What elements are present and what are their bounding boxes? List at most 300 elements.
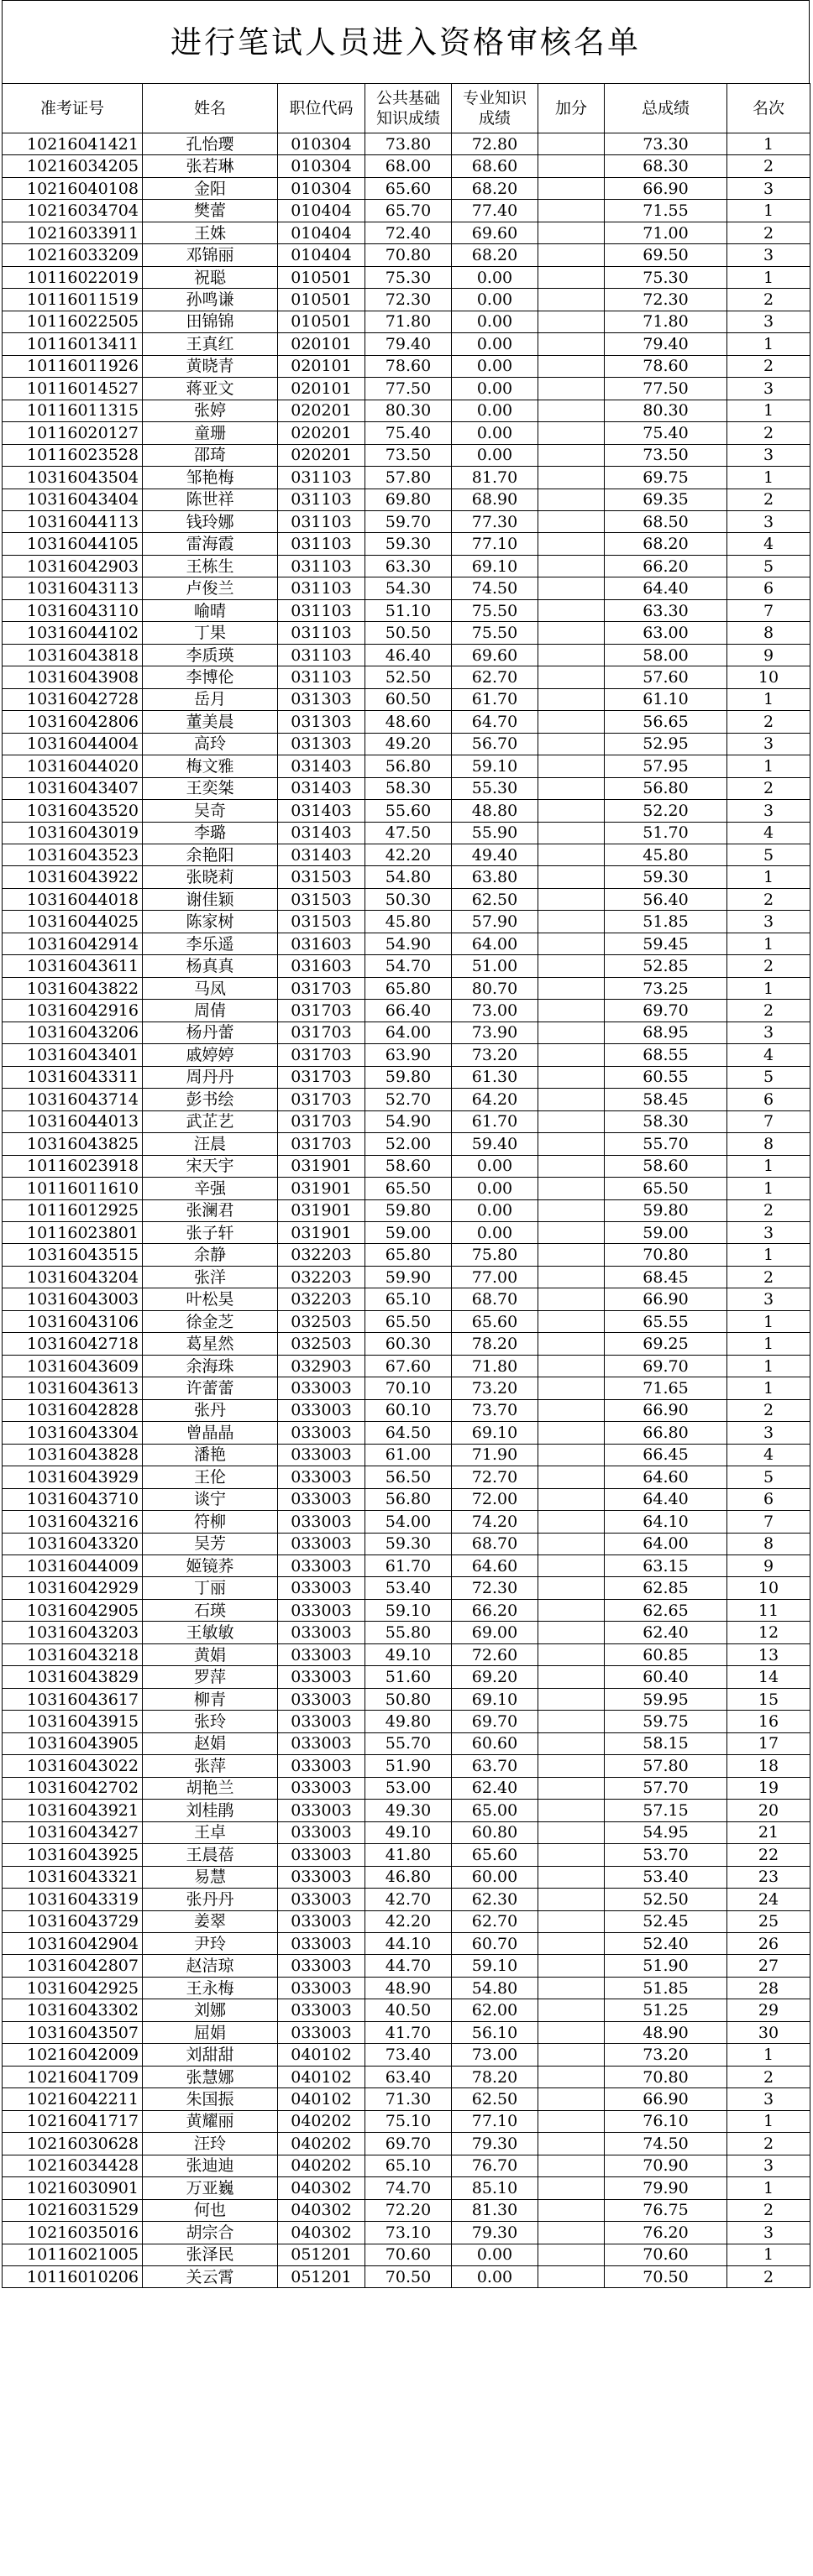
name-cell: 王姝 bbox=[143, 222, 278, 243]
total-score-cell: 71.80 bbox=[605, 311, 727, 332]
exam-id-cell: 10316043302 bbox=[3, 1999, 143, 2021]
table-row bbox=[3, 1577, 810, 1599]
public-basic-score-cell: 45.80 bbox=[365, 911, 452, 933]
total-score-cell: 68.20 bbox=[605, 533, 727, 555]
public-basic-score-cell: 55.60 bbox=[365, 800, 452, 822]
professional-score-cell: 79.30 bbox=[452, 2133, 538, 2155]
position-code-cell: 033003 bbox=[278, 1444, 365, 1466]
position-code-cell: 031603 bbox=[278, 955, 365, 977]
name-cell: 汪玲 bbox=[143, 2133, 278, 2155]
rank-cell: 2 bbox=[727, 155, 810, 177]
table-row bbox=[3, 844, 810, 866]
total-score-cell: 59.45 bbox=[605, 933, 727, 954]
bonus-cell bbox=[538, 644, 605, 666]
exam-id-cell: 10216042211 bbox=[3, 2088, 143, 2110]
position-code-cell: 031103 bbox=[278, 489, 365, 510]
position-code-cell: 031503 bbox=[278, 866, 365, 888]
professional-score-cell: 62.70 bbox=[452, 666, 538, 688]
professional-score-cell: 54.80 bbox=[452, 1977, 538, 1999]
table-row bbox=[3, 489, 810, 510]
public-basic-score-cell: 65.80 bbox=[365, 977, 452, 999]
professional-score-cell: 0.00 bbox=[452, 378, 538, 400]
exam-id-cell: 10316042929 bbox=[3, 1577, 143, 1599]
professional-score-cell: 69.00 bbox=[452, 1622, 538, 1643]
bonus-cell bbox=[538, 333, 605, 355]
position-code-cell: 031103 bbox=[278, 467, 365, 489]
public-basic-score-cell: 80.30 bbox=[365, 400, 452, 421]
name-cell: 王奕桀 bbox=[143, 777, 278, 799]
professional-score-cell: 0.00 bbox=[452, 1199, 538, 1221]
position-code-cell: 031703 bbox=[278, 1000, 365, 1022]
position-code-cell: 020201 bbox=[278, 422, 365, 444]
table-row bbox=[3, 555, 810, 577]
table-row bbox=[3, 1533, 810, 1554]
table-row bbox=[3, 155, 810, 177]
professional-score-cell: 77.40 bbox=[452, 200, 538, 222]
bonus-cell bbox=[538, 2044, 605, 2066]
exam-id-cell: 10316043203 bbox=[3, 1622, 143, 1643]
bonus-cell bbox=[538, 1000, 605, 1022]
professional-score-cell: 69.60 bbox=[452, 644, 538, 666]
public-basic-score-cell: 72.40 bbox=[365, 222, 452, 243]
professional-score-cell: 74.20 bbox=[452, 1511, 538, 1533]
total-score-cell: 45.80 bbox=[605, 844, 727, 866]
table-row bbox=[3, 2177, 810, 2199]
exam-id-cell: 10116011315 bbox=[3, 400, 143, 421]
name-cell: 赵洁琼 bbox=[143, 1955, 278, 1977]
public-basic-score-cell: 78.60 bbox=[365, 355, 452, 377]
rank-cell: 11 bbox=[727, 1599, 810, 1621]
table-row bbox=[3, 467, 810, 489]
header-label: 知识成绩 bbox=[375, 109, 440, 128]
bonus-cell bbox=[538, 1511, 605, 1533]
public-basic-score-cell: 52.70 bbox=[365, 1089, 452, 1110]
name-cell: 周丹丹 bbox=[143, 1066, 278, 1088]
table-row bbox=[3, 1910, 810, 1932]
exam-id-cell: 10216030628 bbox=[3, 2133, 143, 2155]
public-basic-score-cell: 61.70 bbox=[365, 1555, 452, 1577]
position-code-cell: 040202 bbox=[278, 2155, 365, 2176]
bonus-cell bbox=[538, 2066, 605, 2087]
name-cell: 张子轩 bbox=[143, 1221, 278, 1243]
bonus-cell bbox=[538, 1955, 605, 1977]
exam-id-cell: 10316042925 bbox=[3, 1977, 143, 1999]
public-basic-score-cell: 58.60 bbox=[365, 1155, 452, 1177]
rank-cell: 1 bbox=[727, 977, 810, 999]
professional-score-cell: 81.30 bbox=[452, 2199, 538, 2221]
name-cell: 刘甜甜 bbox=[143, 2044, 278, 2066]
professional-score-cell: 68.20 bbox=[452, 244, 538, 266]
total-score-cell: 59.80 bbox=[605, 1199, 727, 1221]
table-row bbox=[3, 866, 810, 888]
position-code-cell: 010501 bbox=[278, 311, 365, 332]
professional-score-cell: 59.10 bbox=[452, 1955, 538, 1977]
header-col-total-score bbox=[605, 84, 727, 133]
professional-score-cell: 60.70 bbox=[452, 1932, 538, 1954]
rank-cell: 2 bbox=[727, 222, 810, 243]
name-cell: 金阳 bbox=[143, 177, 278, 199]
public-basic-score-cell: 66.40 bbox=[365, 1000, 452, 1022]
exam-id-cell: 10316043427 bbox=[3, 1821, 143, 1843]
bonus-cell bbox=[538, 2088, 605, 2110]
position-code-cell: 010404 bbox=[278, 244, 365, 266]
professional-score-cell: 69.10 bbox=[452, 1688, 538, 1710]
position-code-cell: 033003 bbox=[278, 1910, 365, 1932]
total-score-cell: 73.50 bbox=[605, 444, 727, 466]
table-row bbox=[3, 1266, 810, 1288]
rank-cell: 12 bbox=[727, 1622, 810, 1643]
name-cell: 葛星然 bbox=[143, 1333, 278, 1355]
exam-id-cell: 10116023801 bbox=[3, 1221, 143, 1243]
bonus-cell bbox=[538, 1333, 605, 1355]
total-score-cell: 74.50 bbox=[605, 2133, 727, 2155]
rank-cell: 3 bbox=[727, 378, 810, 400]
table-row bbox=[3, 1000, 810, 1022]
position-code-cell: 032503 bbox=[278, 1333, 365, 1355]
public-basic-score-cell: 54.90 bbox=[365, 933, 452, 954]
bonus-cell bbox=[538, 2155, 605, 2176]
exam-id-cell: 10316042828 bbox=[3, 1399, 143, 1421]
exam-id-cell: 10216034205 bbox=[3, 155, 143, 177]
total-score-cell: 63.30 bbox=[605, 599, 727, 621]
position-code-cell: 040302 bbox=[278, 2222, 365, 2244]
name-cell: 王永梅 bbox=[143, 1977, 278, 1999]
exam-id-cell: 10216041709 bbox=[3, 2066, 143, 2087]
rank-cell: 3 bbox=[727, 733, 810, 755]
page-title: 进行笔试人员进入资格审核名单 bbox=[2, 0, 810, 84]
rank-cell: 2 bbox=[727, 489, 810, 510]
public-basic-score-cell: 73.50 bbox=[365, 444, 452, 466]
rank-cell: 3 bbox=[727, 1288, 810, 1310]
position-code-cell: 031703 bbox=[278, 1022, 365, 1043]
exam-id-cell: 10316043204 bbox=[3, 1266, 143, 1288]
professional-score-cell: 51.00 bbox=[452, 955, 538, 977]
table-row bbox=[3, 1244, 810, 1266]
public-basic-score-cell: 49.10 bbox=[365, 1821, 452, 1843]
position-code-cell: 031703 bbox=[278, 1089, 365, 1110]
name-cell: 戚婷婷 bbox=[143, 1044, 278, 1066]
bonus-cell bbox=[538, 1866, 605, 1888]
bonus-cell bbox=[538, 1155, 605, 1177]
professional-score-cell: 0.00 bbox=[452, 422, 538, 444]
table-body bbox=[3, 133, 810, 2288]
name-cell: 王晨蓓 bbox=[143, 1844, 278, 1866]
exam-id-cell: 10316043304 bbox=[3, 1422, 143, 1444]
total-score-cell: 60.55 bbox=[605, 1066, 727, 1088]
name-cell: 朱国振 bbox=[143, 2088, 278, 2110]
total-score-cell: 64.40 bbox=[605, 577, 727, 599]
rank-cell: 18 bbox=[727, 1755, 810, 1777]
name-cell: 钱玲娜 bbox=[143, 510, 278, 532]
professional-score-cell: 76.70 bbox=[452, 2155, 538, 2176]
public-basic-score-cell: 48.60 bbox=[365, 711, 452, 733]
rank-cell: 10 bbox=[727, 1577, 810, 1599]
total-score-cell: 62.40 bbox=[605, 1622, 727, 1643]
exam-id-cell: 10316042728 bbox=[3, 688, 143, 710]
rank-cell: 1 bbox=[727, 933, 810, 954]
rank-cell: 3 bbox=[727, 2088, 810, 2110]
total-score-cell: 66.20 bbox=[605, 555, 727, 577]
total-score-cell: 71.65 bbox=[605, 1377, 727, 1399]
position-code-cell: 020201 bbox=[278, 444, 365, 466]
total-score-cell: 63.15 bbox=[605, 1555, 727, 1577]
table-row bbox=[3, 1377, 810, 1399]
exam-id-cell: 10316043818 bbox=[3, 644, 143, 666]
total-score-cell: 71.55 bbox=[605, 200, 727, 222]
table-row bbox=[3, 177, 810, 199]
rank-cell: 16 bbox=[727, 1711, 810, 1732]
exam-id-cell: 10316043929 bbox=[3, 1466, 143, 1488]
table-row bbox=[3, 378, 810, 400]
exam-id-cell: 10316043003 bbox=[3, 1288, 143, 1310]
position-code-cell: 032203 bbox=[278, 1244, 365, 1266]
professional-score-cell: 0.00 bbox=[452, 2266, 538, 2288]
public-basic-score-cell: 59.70 bbox=[365, 510, 452, 532]
professional-score-cell: 75.50 bbox=[452, 622, 538, 644]
exam-id-cell: 10316042807 bbox=[3, 1955, 143, 1977]
name-cell: 杨真真 bbox=[143, 955, 278, 977]
exam-id-cell: 10316042806 bbox=[3, 711, 143, 733]
position-code-cell: 031103 bbox=[278, 555, 365, 577]
bonus-cell bbox=[538, 2199, 605, 2221]
exam-id-cell: 10316043113 bbox=[3, 577, 143, 599]
name-cell: 陈世祥 bbox=[143, 489, 278, 510]
rank-cell: 1 bbox=[727, 133, 810, 155]
exam-id-cell: 10316043407 bbox=[3, 777, 143, 799]
position-code-cell: 031303 bbox=[278, 688, 365, 710]
bonus-cell bbox=[538, 1732, 605, 1754]
position-code-cell: 020101 bbox=[278, 355, 365, 377]
name-cell: 张若琳 bbox=[143, 155, 278, 177]
total-score-cell: 66.90 bbox=[605, 1288, 727, 1310]
total-score-cell: 69.70 bbox=[605, 1000, 727, 1022]
bonus-cell bbox=[538, 1488, 605, 1510]
rank-cell: 2 bbox=[727, 711, 810, 733]
rank-cell: 2 bbox=[727, 2133, 810, 2155]
rank-cell: 2 bbox=[727, 2266, 810, 2288]
total-score-cell: 64.00 bbox=[605, 1533, 727, 1554]
exam-id-cell: 10316044009 bbox=[3, 1555, 143, 1577]
professional-score-cell: 66.20 bbox=[452, 1599, 538, 1621]
position-code-cell: 033003 bbox=[278, 1466, 365, 1488]
table-row bbox=[3, 1999, 810, 2021]
professional-score-cell: 64.70 bbox=[452, 711, 538, 733]
table-row bbox=[3, 1422, 810, 1444]
table-row bbox=[3, 644, 810, 666]
name-cell: 罗萍 bbox=[143, 1666, 278, 1688]
name-cell: 雷海霞 bbox=[143, 533, 278, 555]
rank-cell: 4 bbox=[727, 822, 810, 844]
exam-id-cell: 10316043022 bbox=[3, 1755, 143, 1777]
name-cell: 邵琦 bbox=[143, 444, 278, 466]
total-score-cell: 73.25 bbox=[605, 977, 727, 999]
public-basic-score-cell: 55.70 bbox=[365, 1732, 452, 1754]
table-row bbox=[3, 1711, 810, 1732]
total-score-cell: 51.25 bbox=[605, 1999, 727, 2021]
table-row bbox=[3, 1977, 810, 1999]
table-row bbox=[3, 1777, 810, 1799]
bonus-cell bbox=[538, 1310, 605, 1332]
total-score-cell: 69.70 bbox=[605, 1355, 727, 1377]
professional-score-cell: 68.70 bbox=[452, 1288, 538, 1310]
table-row bbox=[3, 2110, 810, 2132]
exam-id-cell: 10316044020 bbox=[3, 755, 143, 777]
professional-score-cell: 77.10 bbox=[452, 533, 538, 555]
position-code-cell: 033003 bbox=[278, 1732, 365, 1754]
bonus-cell bbox=[538, 577, 605, 599]
table-row bbox=[3, 911, 810, 933]
table-row bbox=[3, 244, 810, 266]
bonus-cell bbox=[538, 444, 605, 466]
table-row bbox=[3, 688, 810, 710]
exam-id-cell: 10316043319 bbox=[3, 1889, 143, 1910]
header-col-rank bbox=[727, 84, 810, 133]
professional-score-cell: 0.00 bbox=[452, 311, 538, 332]
bonus-cell bbox=[538, 422, 605, 444]
name-cell: 丁果 bbox=[143, 622, 278, 644]
bonus-cell bbox=[538, 510, 605, 532]
table-row bbox=[3, 1511, 810, 1533]
total-score-cell: 76.75 bbox=[605, 2199, 727, 2221]
total-score-cell: 57.70 bbox=[605, 1777, 727, 1799]
bonus-cell bbox=[538, 933, 605, 954]
public-basic-score-cell: 71.30 bbox=[365, 2088, 452, 2110]
table-row bbox=[3, 822, 810, 844]
exam-id-cell: 10316043828 bbox=[3, 1444, 143, 1466]
position-code-cell: 033003 bbox=[278, 1511, 365, 1533]
rank-cell: 9 bbox=[727, 1555, 810, 1577]
exam-id-cell: 10316044105 bbox=[3, 533, 143, 555]
rank-cell: 2 bbox=[727, 289, 810, 311]
header-col-position-code bbox=[278, 84, 365, 133]
header-label: 职位代码 bbox=[289, 99, 354, 118]
professional-score-cell: 62.50 bbox=[452, 2088, 538, 2110]
public-basic-score-cell: 73.10 bbox=[365, 2222, 452, 2244]
professional-score-cell: 59.10 bbox=[452, 755, 538, 777]
name-cell: 胡艳兰 bbox=[143, 1777, 278, 1799]
name-cell: 黄晓青 bbox=[143, 355, 278, 377]
exam-id-cell: 10316042718 bbox=[3, 1333, 143, 1355]
public-basic-score-cell: 64.50 bbox=[365, 1422, 452, 1444]
exam-id-cell: 10116011519 bbox=[3, 289, 143, 311]
total-score-cell: 62.65 bbox=[605, 1599, 727, 1621]
rank-cell: 1 bbox=[727, 688, 810, 710]
position-code-cell: 033003 bbox=[278, 1599, 365, 1621]
name-cell: 张丹 bbox=[143, 1399, 278, 1421]
public-basic-score-cell: 65.10 bbox=[365, 2155, 452, 2176]
exam-id-cell: 10316042903 bbox=[3, 555, 143, 577]
position-code-cell: 031403 bbox=[278, 800, 365, 822]
professional-score-cell: 72.00 bbox=[452, 1488, 538, 1510]
public-basic-score-cell: 59.90 bbox=[365, 1266, 452, 1288]
exam-id-cell: 10316043905 bbox=[3, 1732, 143, 1754]
professional-score-cell: 63.70 bbox=[452, 1755, 538, 1777]
public-basic-score-cell: 65.10 bbox=[365, 1288, 452, 1310]
position-code-cell: 010304 bbox=[278, 177, 365, 199]
name-cell: 张丹丹 bbox=[143, 1889, 278, 1910]
table-row bbox=[3, 1555, 810, 1577]
total-score-cell: 69.25 bbox=[605, 1333, 727, 1355]
table-row bbox=[3, 2066, 810, 2087]
table-row bbox=[3, 1599, 810, 1621]
name-cell: 周倩 bbox=[143, 1000, 278, 1022]
table-row bbox=[3, 222, 810, 243]
exam-id-cell: 10316043609 bbox=[3, 1355, 143, 1377]
position-code-cell: 031503 bbox=[278, 888, 365, 910]
table-row bbox=[3, 200, 810, 222]
table-row bbox=[3, 2244, 810, 2265]
header-row bbox=[3, 84, 810, 133]
name-cell: 余静 bbox=[143, 1244, 278, 1266]
position-code-cell: 031901 bbox=[278, 1199, 365, 1221]
professional-score-cell: 72.60 bbox=[452, 1643, 538, 1665]
bonus-cell bbox=[538, 1022, 605, 1043]
table-row bbox=[3, 510, 810, 532]
exam-id-cell: 10316043908 bbox=[3, 666, 143, 688]
bonus-cell bbox=[538, 1244, 605, 1266]
total-score-cell: 70.90 bbox=[605, 2155, 727, 2176]
name-cell: 邓锦丽 bbox=[143, 244, 278, 266]
total-score-cell: 68.95 bbox=[605, 1022, 727, 1043]
professional-score-cell: 61.70 bbox=[452, 1110, 538, 1132]
professional-score-cell: 0.00 bbox=[452, 1178, 538, 1199]
public-basic-score-cell: 79.40 bbox=[365, 333, 452, 355]
public-basic-score-cell: 51.60 bbox=[365, 1666, 452, 1688]
professional-score-cell: 75.80 bbox=[452, 1244, 538, 1266]
total-score-cell: 79.90 bbox=[605, 2177, 727, 2199]
total-score-cell: 68.55 bbox=[605, 1044, 727, 1066]
table-row bbox=[3, 1288, 810, 1310]
bonus-cell bbox=[538, 800, 605, 822]
table-row bbox=[3, 1178, 810, 1199]
total-score-cell: 57.15 bbox=[605, 1800, 727, 1821]
professional-score-cell: 69.20 bbox=[452, 1666, 538, 1688]
total-score-cell: 60.85 bbox=[605, 1643, 727, 1665]
public-basic-score-cell: 47.50 bbox=[365, 822, 452, 844]
name-cell: 汪晨 bbox=[143, 1133, 278, 1155]
total-score-cell: 59.95 bbox=[605, 1688, 727, 1710]
name-cell: 陈家树 bbox=[143, 911, 278, 933]
rank-cell: 15 bbox=[727, 1688, 810, 1710]
position-code-cell: 031103 bbox=[278, 599, 365, 621]
position-code-cell: 033003 bbox=[278, 1688, 365, 1710]
total-score-cell: 58.15 bbox=[605, 1732, 727, 1754]
bonus-cell bbox=[538, 1178, 605, 1199]
exam-id-cell: 10316043218 bbox=[3, 1643, 143, 1665]
bonus-cell bbox=[538, 733, 605, 755]
exam-id-cell: 10316043515 bbox=[3, 1244, 143, 1266]
rank-cell: 13 bbox=[727, 1643, 810, 1665]
bonus-cell bbox=[538, 1666, 605, 1688]
professional-score-cell: 64.00 bbox=[452, 933, 538, 954]
total-score-cell: 66.90 bbox=[605, 1399, 727, 1421]
exam-id-cell: 10116014527 bbox=[3, 378, 143, 400]
professional-score-cell: 72.70 bbox=[452, 1466, 538, 1488]
table-row bbox=[3, 1310, 810, 1332]
rank-cell: 7 bbox=[727, 1110, 810, 1132]
exam-id-cell: 10316042916 bbox=[3, 1000, 143, 1022]
position-code-cell: 010304 bbox=[278, 133, 365, 155]
professional-score-cell: 64.20 bbox=[452, 1089, 538, 1110]
position-code-cell: 033003 bbox=[278, 1955, 365, 1977]
professional-score-cell: 57.90 bbox=[452, 911, 538, 933]
exam-id-cell: 10316043825 bbox=[3, 1133, 143, 1155]
position-code-cell: 033003 bbox=[278, 1488, 365, 1510]
rank-cell: 1 bbox=[727, 400, 810, 421]
public-basic-score-cell: 72.30 bbox=[365, 289, 452, 311]
header-col-public-basic-score bbox=[365, 84, 452, 133]
bonus-cell bbox=[538, 177, 605, 199]
